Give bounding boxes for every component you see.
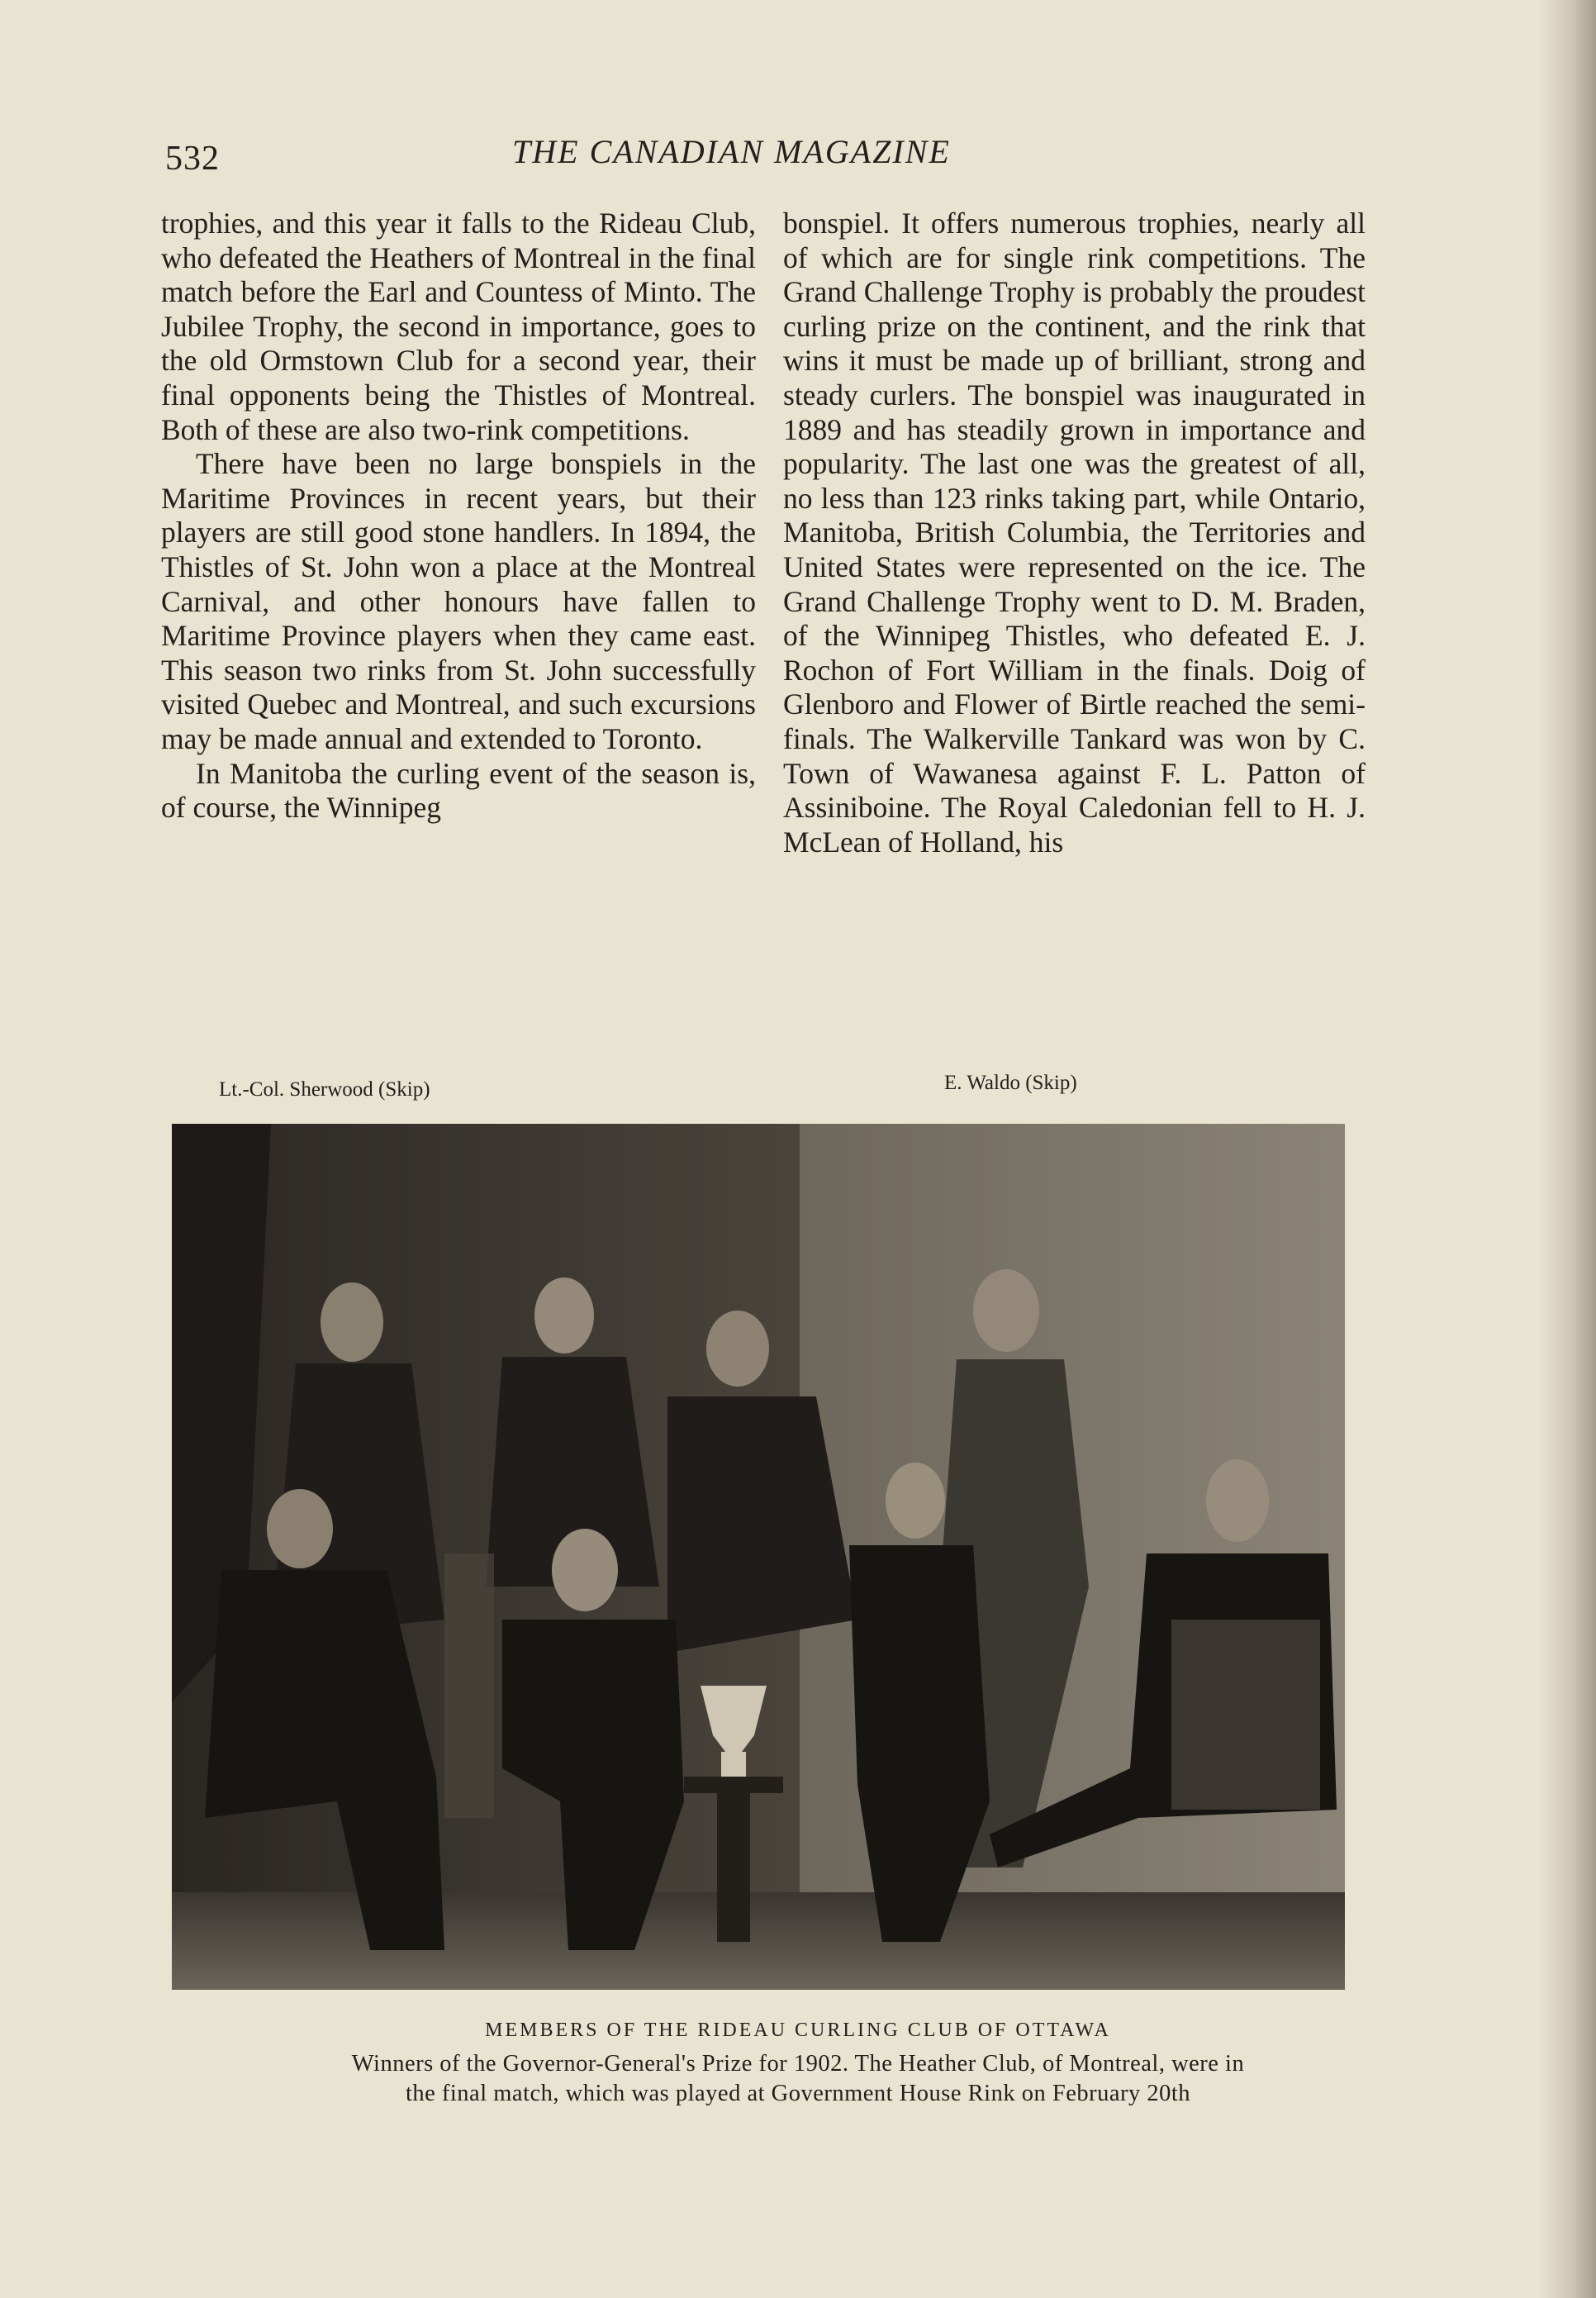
paragraph: In Manitoba the curling event of the season is, of course, the Winnipeg xyxy=(161,756,756,825)
photo-label-right: E. Waldo (Skip) xyxy=(944,1072,1077,1094)
caption-line: Winners of the Governor-General's Prize for 1902. The Heather Club, of Montreal, were in xyxy=(351,2051,1245,2077)
photo-label-left: Lt.-Col. Sherwood (Skip) xyxy=(219,1078,430,1101)
paragraph: There have been no large bonspiels in the Maritime Provinces in recent years, but their players are still good stone handlers. In 1894, the Thistles of St. John won a place at the Montreal Carnival, and other honours have fallen to Maritime Province players when they came east. This season two rinks from St. John successfully visited Quebec and Montreal, and such excursions may be made annual and extended to Toronto. xyxy=(161,447,756,755)
paragraph: trophies, and this year it falls to the Rideau Club, who defeated the Heathers of Montreal in the final match before the Earl and Countess of Minto. The Jubilee Trophy, the second in importance, goes to the old Ormstown Club for a second year, their final opponents being the Thistles of Montreal. Both of these are also two-rink competitions. xyxy=(161,207,756,446)
running-head: THE CANADIAN MAGAZINE xyxy=(512,133,951,170)
page-edge-shadow xyxy=(1538,0,1596,2298)
right-column xyxy=(783,207,1366,859)
caption-title: MEMBERS OF THE RIDEAU CURLING CLUB OF OTTAWA xyxy=(485,2020,1111,2041)
left-column xyxy=(161,207,756,825)
page-number: 532 xyxy=(165,140,220,178)
group-photograph xyxy=(172,1124,1345,1990)
paragraph: bonspiel. It offers numerous trophies, nearly all of which are for single rink competitions. The Grand Challenge Trophy is probably the proudest curling prize on the continent, and the rink that wins it must be made up of brilliant, strong and steady curlers. The bonspiel was inaugurated in 1889 and has steadily grown in importance and popularity. The last one was the greatest of all, no less than 123 rinks taking part, while Ontario, Manitoba, British Columbia, the Territories and United States were represented on the ice. The Grand Challenge Trophy went to D. M. Braden, of the Winnipeg Thistles, who defeated E. J. Rochon of Fort William in the finals. Doig of Glenboro and Flower of Birtle reached the semi-finals. The Walkerville Tankard was won by C. Town of Wawanesa against F. L. Patton of Assiniboine. The Royal Caledonian fell to H. J. McLean of Holland, his xyxy=(783,207,1366,859)
caption-line: the final match, which was played at Government House Rink on February 20th xyxy=(405,2081,1191,2106)
